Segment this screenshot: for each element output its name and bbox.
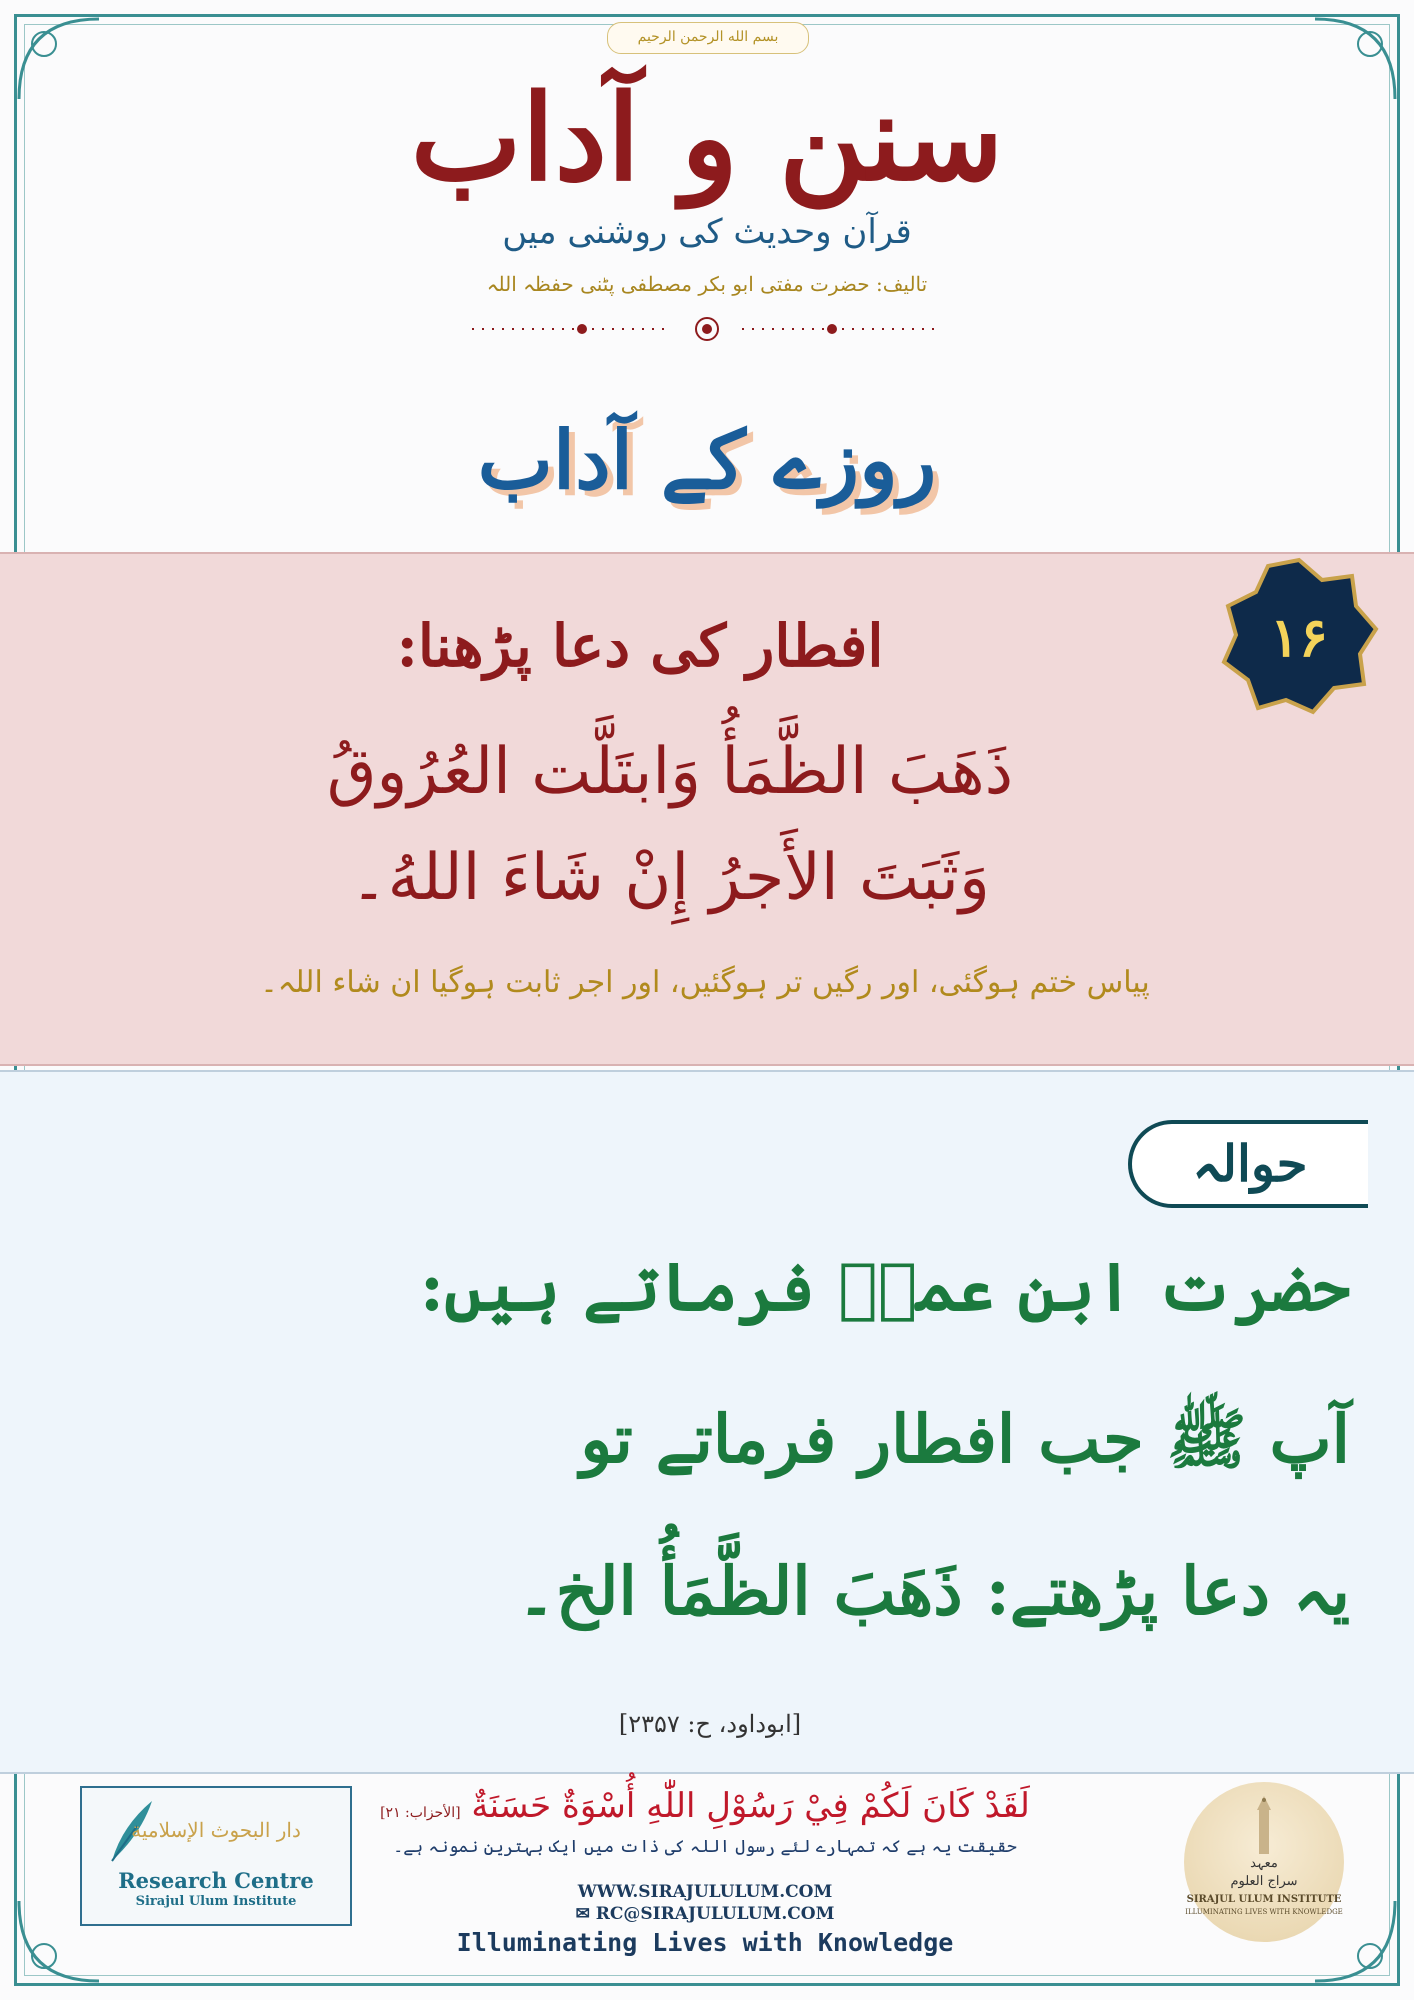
logo-tagline: ILLUMINATING LIVES WITH KNOWLEDGE [1185,1908,1343,1916]
dua-translation: پیاس ختم ہوگئی، اور رگیں تر ہوگئیں، اور اجر ثابت ہوگیا ان شاء اللہ۔ [260,965,1150,1000]
reference-text-line-2: آپ ﷺ جب افطار فرماتے تو [580,1400,1350,1478]
research-centre-logo [80,1786,352,1926]
website-link[interactable]: WWW.SIRAJULULUM.COM [577,1882,833,1902]
point-heading: افطار کی دعا پڑھنا: [396,612,884,680]
logo-urdu-line-1: معہد [1250,1856,1278,1871]
quran-verse-ref: [الأحزاب: ۲۱] [380,1805,461,1821]
main-title: سنن و آداب [410,68,1004,207]
author-credit: تالیف: حضرت مفتی ابو بکر مصطفی پٹنی حفظہ اللہ [486,272,928,296]
logo-institute-name: SIRAJUL ULUM INSTITUTE [1186,1894,1342,1905]
research-centre-name: Research Centre [118,1868,314,1893]
tagline: Illuminating Lives with Knowledge [456,1928,954,1957]
corner-ornament-top-left [14,14,104,104]
dua-arabic-line-2: وَثَبَتَ الأَجرُ إِنْ شَاءَ اللهُ۔ [350,841,990,915]
quran-verse-text: لَقَدْ كَانَ لَكُمْ فِيْ رَسُوْلِ اللّٰهِ أُسْوَةٌ حَسَنَةٌ [471,1786,1030,1826]
section-title: روزے کے آداب [477,413,937,507]
quran-verse [380,1786,1030,1826]
mail-icon: ✉ [575,1904,596,1924]
reference-label: حوالہ [1192,1134,1308,1193]
minaret-icon [1246,1796,1282,1856]
research-centre-arabic: دار البحوث الإسلامية [131,1818,301,1842]
bismillah-calligraphy: بسم الله الرحمن الرحيم [607,22,809,54]
verse-translation: حقیقت یہ ہے کہ تمہارے لئے رسول اللہ کی ذات میں ایک بہترین نمونہ ہے۔ [393,1837,1017,1857]
corner-ornament-top-right [1310,14,1400,104]
point-number: ۱۶ [1269,605,1328,669]
email-link[interactable] [455,1904,955,1924]
dua-arabic-line-1: ذَهَبَ الظَّمَأُ وَابتَلَّت العُرُوقُ [326,735,1014,809]
subtitle: قرآن وحدیث کی روشنی میں [502,212,912,252]
logo-urdu-line-2: سراج العلوم [1230,1874,1298,1889]
email-text: RC@SIRAJULULUM.COM [595,1904,835,1924]
sirajul-ulum-logo [1184,1782,1344,1942]
research-centre-sub: Sirajul Ulum Institute [135,1894,297,1909]
reference-text-line-3: یہ دعا پڑھتے: ذَهَبَ الظَّمَأُ الخ۔ [517,1552,1350,1630]
reference-text-line-1: حضرت ابن عمرؓ فرماتے ہیں: [419,1248,1350,1326]
hadith-source: [ابوداود، ح: ۲۳۵۷] [618,1710,802,1738]
ornamental-divider [472,314,942,344]
